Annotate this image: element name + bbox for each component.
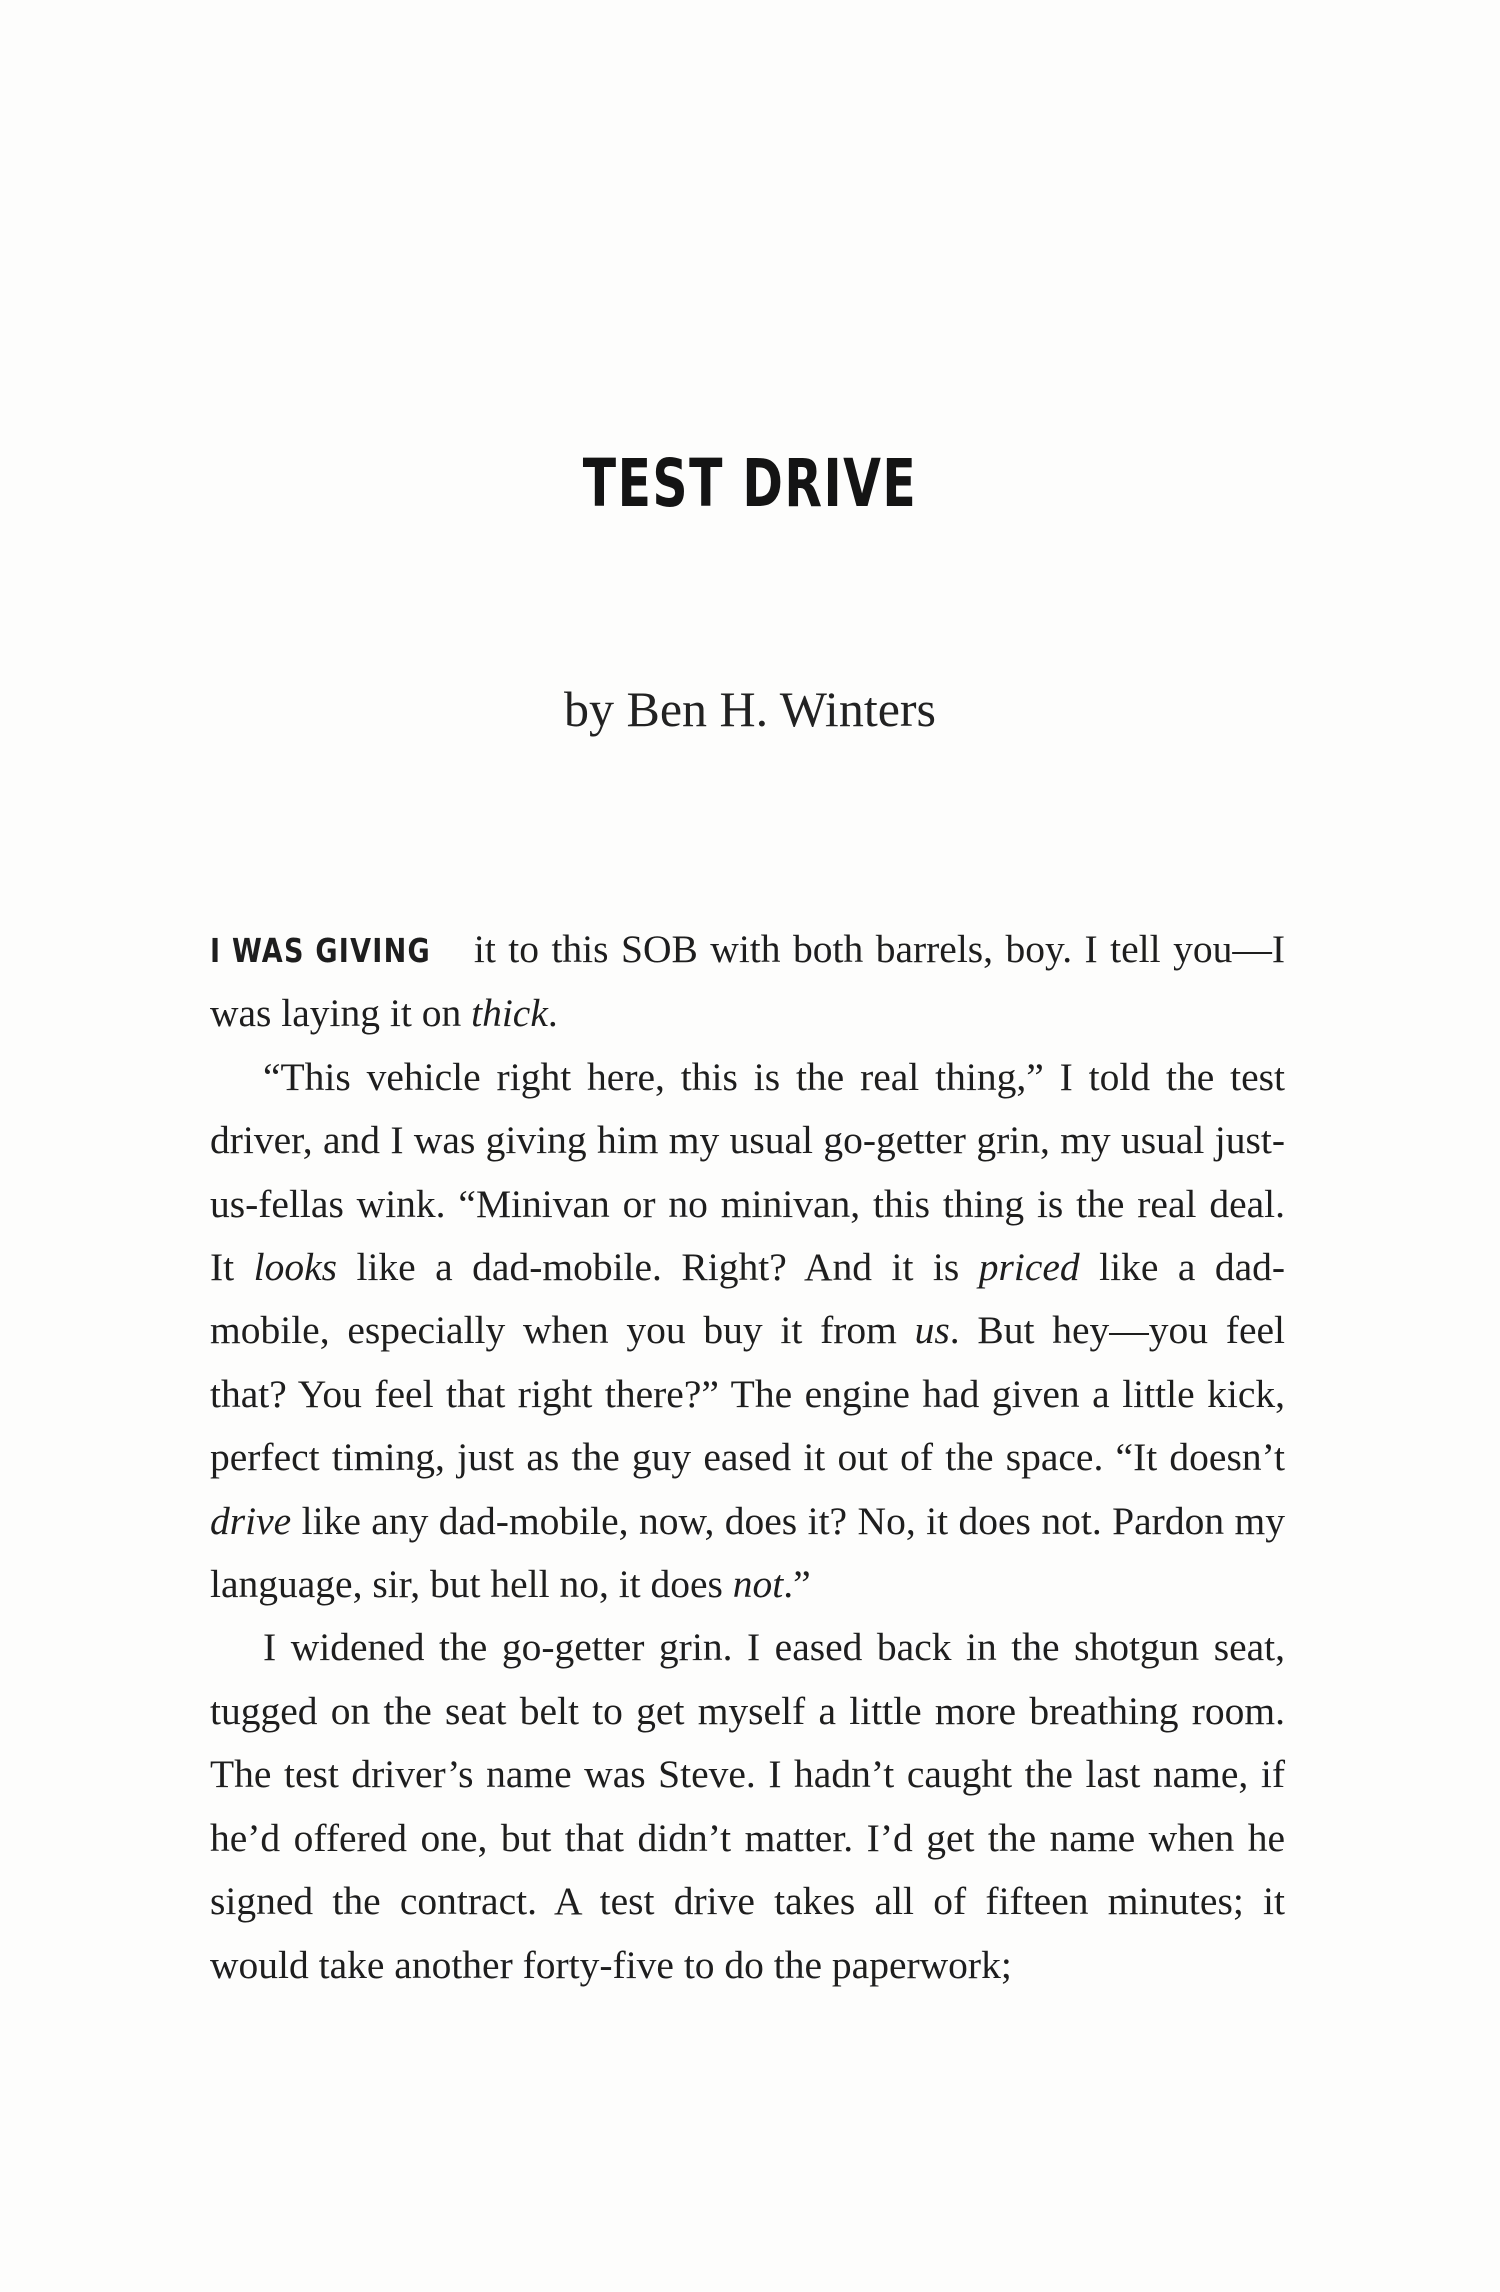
paragraph-2-text-b: like a dad-mobile. Right? And it is (337, 1245, 979, 1290)
author-byline: by Ben H. Winters (563, 681, 937, 737)
story-body (210, 918, 1285, 1997)
paragraph-2-emphasis-3: us (914, 1308, 950, 1353)
paragraph-2-text-c: like a dad-mobile, especially when you buy it from (210, 1245, 1286, 1353)
lead-in-caps: I WAS GIVING (210, 931, 431, 970)
paragraph-1-text-b: . (547, 991, 558, 1036)
paragraph-1-emphasis: thick (471, 991, 548, 1036)
paragraph-2-emphasis-4: drive (210, 1498, 292, 1543)
paragraph-2-emphasis-1: looks (253, 1245, 337, 1290)
paragraph-3: I widened the go-getter grin. I eased back in the shotgun seat, tugged on the seat belt to get myself a little more breathing room. The test driver’s name was Steve. I hadn’t caught the last name, if he’d offered one, but that didn’t matter. I’d get the name when he signed the contract. A test drive takes all of fifteen minutes; it would take another forty-five to do the paperwork; (210, 1625, 1285, 1987)
paragraph-1 (210, 918, 1285, 1046)
paragraph-2-text-f: .” (783, 1562, 811, 1607)
story-title: TEST DRIVE (582, 445, 918, 522)
paragraph-2 (210, 1046, 1285, 1617)
paragraph-2-text-a: “This vehicle right here, this is the real thing,” I told the test driver, and I was giving him my usual go-getter grin, my usual just-us-fellas wink. “Minivan or no minivan, this thing is the real deal. It (210, 1054, 1285, 1290)
paragraph-1-text-a: it to this SOB with both barrels, boy. I tell you—I was laying it on (210, 927, 1285, 1036)
paragraph-2-emphasis-5: not (732, 1562, 784, 1607)
paragraph-2-text-d: . But hey—you feel that? You feel that right there?” The engine had given a little kick, perfect timing, just as the guy eased it out of the space. “It doesn’t (210, 1308, 1285, 1480)
paragraph-2-emphasis-2: priced (978, 1245, 1080, 1290)
paragraph-2-text-e: like any dad-mobile, now, does it? No, it does not. Pardon my language, sir, but hell no, it does (210, 1498, 1285, 1607)
